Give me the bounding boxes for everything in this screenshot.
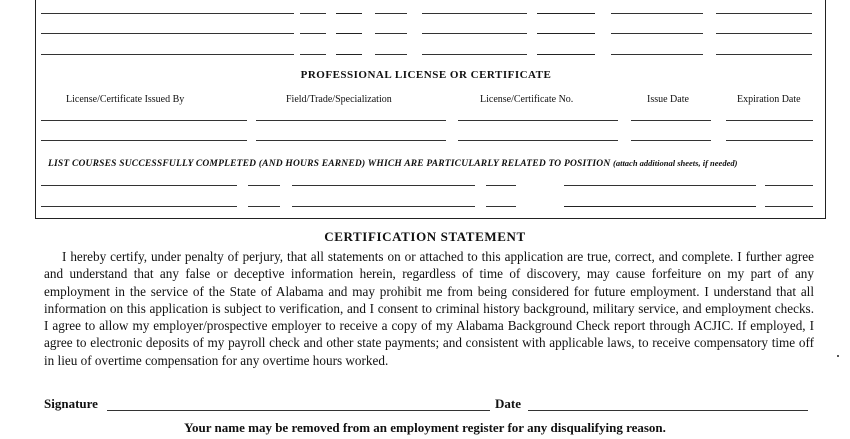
courses-note: (attach additional sheets, if needed): [613, 158, 738, 168]
course-field[interactable]: [248, 206, 280, 207]
form-section-box: [35, 0, 826, 219]
fill-line[interactable]: [375, 33, 407, 34]
course-field[interactable]: [41, 206, 237, 207]
courses-label: [48, 158, 737, 169]
license-expiration-date-field[interactable]: [726, 120, 813, 121]
fill-line[interactable]: [611, 33, 703, 34]
license-issued-by-field[interactable]: [41, 140, 247, 141]
certification-title: CERTIFICATION STATEMENT: [324, 229, 526, 244]
course-field[interactable]: [41, 185, 237, 186]
stray-mark: [837, 355, 839, 357]
fill-line[interactable]: [537, 33, 595, 34]
course-field[interactable]: [564, 185, 756, 186]
fill-line[interactable]: [375, 54, 407, 55]
certification-statement: I hereby certify, under penalty of perjury, that all statements on or attached to this application are true, correct, and complete. I further agree and understand that any false or deceptive information herein, regardless of time of discovery, may cause forfeiture on my part of any employment in the service of the State of Alabama and may prohibit me from being considered for future employment. I understand that all information on this application is subject to verification, and I consent to criminal history background, military service, and employment checks. I agree to allow my employer/prospective employer to receive a copy of my Alabama Background Check report through ACJIC. If employed, I agree to electronic deposits of my payroll check and other state payments; and consistent with applicable laws, to receive compensatory time off in lieu of overtime compensation for any overtime hours worked.: [44, 249, 814, 368]
course-field[interactable]: [564, 206, 756, 207]
course-field[interactable]: [486, 206, 516, 207]
fill-line[interactable]: [537, 54, 595, 55]
license-number-field[interactable]: [458, 140, 618, 141]
course-field[interactable]: [765, 185, 813, 186]
course-field[interactable]: [486, 185, 516, 186]
professional-license-heading: PROFESSIONAL LICENSE OR CERTIFICATE: [300, 69, 552, 81]
license-number-field[interactable]: [458, 120, 618, 121]
signature-field[interactable]: [107, 410, 490, 411]
course-field[interactable]: [765, 206, 813, 207]
course-field[interactable]: [292, 206, 475, 207]
course-field[interactable]: [292, 185, 475, 186]
fill-line[interactable]: [422, 13, 527, 14]
fill-line[interactable]: [422, 54, 527, 55]
license-issue-date-field[interactable]: [631, 120, 711, 121]
fill-line[interactable]: [336, 33, 362, 34]
col-issue-date-label: Issue Date: [647, 94, 689, 105]
col-field-label: Field/Trade/Specialization: [286, 94, 392, 105]
fill-line[interactable]: [41, 33, 294, 34]
fill-line[interactable]: [336, 54, 362, 55]
fill-line[interactable]: [300, 54, 326, 55]
fill-line[interactable]: [300, 13, 326, 14]
course-field[interactable]: [248, 185, 280, 186]
fill-line[interactable]: [611, 13, 703, 14]
col-expiration-date-label: Expiration Date: [737, 94, 801, 105]
signature-label: Signature: [44, 396, 98, 411]
fill-line[interactable]: [716, 54, 812, 55]
fill-line[interactable]: [537, 13, 595, 14]
fill-line[interactable]: [611, 54, 703, 55]
col-number-label: License/Certificate No.: [480, 94, 574, 105]
courses-label-text: LIST COURSES SUCCESSFULLY COMPLETED (AND HOURS EARNED) WHICH ARE PARTICULARLY RELATED TO POSITION: [48, 159, 611, 169]
fill-line[interactable]: [336, 13, 362, 14]
footer-notice: Your name may be removed from an employment register for any disqualifying reason.: [184, 420, 666, 435]
fill-line[interactable]: [716, 13, 812, 14]
date-label: Date: [495, 396, 521, 411]
license-issued-by-field[interactable]: [41, 120, 247, 121]
col-issued-by-label: License/Certificate Issued By: [66, 94, 185, 105]
fill-line[interactable]: [422, 33, 527, 34]
license-expiration-date-field[interactable]: [726, 140, 813, 141]
license-field-field[interactable]: [256, 120, 446, 121]
fill-line[interactable]: [41, 13, 294, 14]
license-field-field[interactable]: [256, 140, 446, 141]
fill-line[interactable]: [716, 33, 812, 34]
fill-line[interactable]: [375, 13, 407, 14]
license-issue-date-field[interactable]: [631, 140, 711, 141]
date-field[interactable]: [528, 410, 808, 411]
fill-line[interactable]: [41, 54, 294, 55]
fill-line[interactable]: [300, 33, 326, 34]
